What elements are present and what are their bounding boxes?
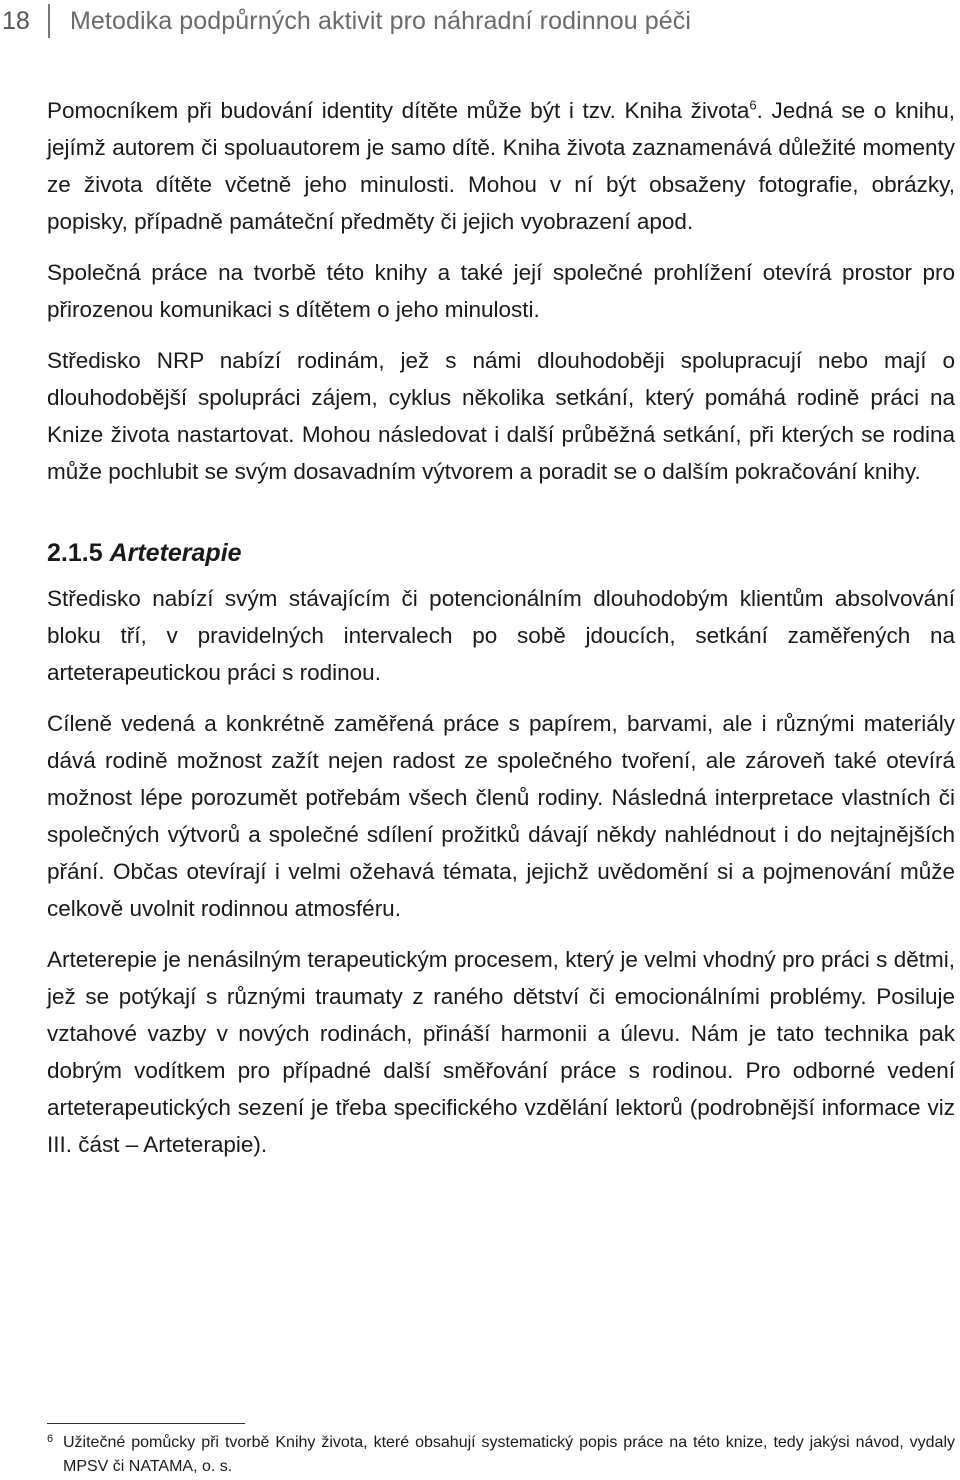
main-content <box>47 92 955 1163</box>
page-number: 18 <box>2 6 30 35</box>
paragraph-arteterapie-proces: Arteterepie je nenásilným terapeutickým procesem, který je velmi vhodný pro práci s dětmi, jež se potýkají s různými traumaty z raného dětství či emocionálními problémy. Posiluje vztahové vazby v nových rodinách, přináší harmonii a úlevu. Nám je tato technika pak dobrým vodítkem pro případné další směřování práce s rodinou. Pro odborné vedení arteterapeutických sezení je třeba specifického vzdělání lektorů (podrobnější informace viz III. část – Arteterapie). <box>47 947 955 1157</box>
paragraph-stredisko-nrp: Středisko NRP nabízí rodinám, jež s námi dlouhodoběji spolupracují nebo mají o dlouhodobější spolupráci zájem, cyklus několika setkání, který pomáhá rodině práci na Knize života nastartovat. Mohou následovat i další průběžná setkání, při kterých se rodina může pochlubit se svým dosavadním výtvorem a poradit se o dalším pokračování knihy. <box>47 348 955 484</box>
paragraph-text: . Jedná se o knihu, jejímž autorem či spoluautorem je samo dítě. Kniha života zaznamenává důležité momenty ze života dítěte včetně jeho minulosti. Mohou v ní být obsaženy fotografie, obrázky, popisky, případně památeční předměty či jejich vyobrazení apod. <box>47 98 955 234</box>
paragraph-arteterapie-blok: Středisko nabízí svým stávajícím či potencionálním dlouhodobým klientům absolvování bloku tří, v pravidelných intervalech po sobě jdoucích, setkání zaměřených na arteterapeutickou práci s rodinou. <box>47 586 955 685</box>
footnote-mark: 6 <box>47 1433 54 1445</box>
section-heading <box>47 536 955 570</box>
paragraph-spolecna-prace: Společná práce na tvorbě této knihy a také její společné prohlížení otevírá prostor pro přirozenou komunikaci s dítětem o jeho minulosti. <box>47 260 955 322</box>
section-title: Arteterapie <box>109 539 242 567</box>
footnote <box>47 1431 955 1479</box>
header-divider <box>48 4 50 38</box>
page-header <box>0 4 691 38</box>
section-number: 2.1.5 <box>47 539 103 567</box>
paragraph-arteterapie-prace: Cíleně vedená a konkrétně zaměřená práce s papírem, barvami, ale i různými materiály dává rodině možnost zažít nejen radost ze společného tvoření, ale zároveň také otevírá možnost lépe porozumět potřebám všech členů rodiny. Následná interpretace vlastních či společných výtvorů a společné sdílení prožitků dávají někdy nahlédnout i do nejtajnějších přání. Občas otevírají i velmi ožehavá témata, jejichž uvědomění si a pojmenování může celkově uvolnit rodinnou atmosféru. <box>47 711 955 921</box>
paragraph-text: Pomocníkem při budování identity dítěte může být i tzv. Kniha života <box>47 98 750 123</box>
footnote-divider <box>47 1423 245 1424</box>
footnote-text: Užitečné pomůcky při tvorbě Knihy života, které obsahují systematický popis práce na této knize, tedy jakýsi návod, vydaly MPSV či NATAMA, o. s. <box>63 1434 955 1475</box>
footnote-reference: 6 <box>749 97 757 113</box>
running-title: Metodika podpůrných aktivit pro náhradní rodinnou péči <box>70 6 692 35</box>
paragraph-kniha-zivota <box>47 92 955 240</box>
